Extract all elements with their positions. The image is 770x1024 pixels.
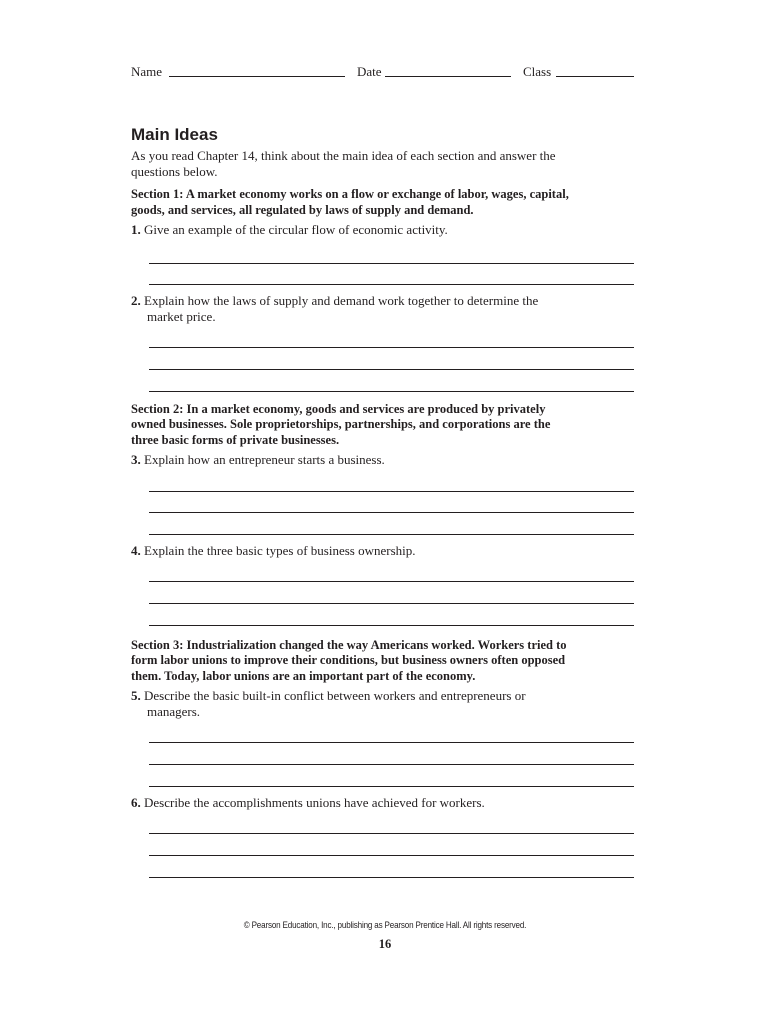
- class-label: Class: [523, 64, 552, 79]
- name-field[interactable]: [131, 64, 162, 80]
- answer-line[interactable]: [149, 765, 634, 787]
- date-label: Date: [357, 64, 382, 79]
- question-2-text: Explain how the laws of supply and demand work together to determine the market price.: [144, 293, 539, 324]
- answer-line[interactable]: [149, 238, 634, 264]
- answer-line[interactable]: [149, 834, 634, 856]
- question-3: [131, 452, 577, 468]
- answer-line[interactable]: [149, 719, 634, 743]
- answer-line[interactable]: [149, 264, 634, 286]
- page-number: 16: [378, 937, 392, 951]
- question-6-text: Describe the accomplishments unions have achieved for workers.: [144, 794, 485, 810]
- answer-line[interactable]: [149, 558, 634, 582]
- answer-line[interactable]: [149, 492, 634, 514]
- header-fields: [131, 64, 634, 82]
- answer-2-lines: [149, 324, 634, 391]
- answer-1-lines: [149, 238, 634, 286]
- section-3-heading: Section 3: Industrialization changed the way Americans worked. Workers tried to form labor unions to improve their conditions, but business owners often opposed them. Today, labor unions are an important part of the economy.: [131, 637, 567, 683]
- answer-line[interactable]: [149, 582, 634, 604]
- question-2-number: 2.: [131, 293, 141, 309]
- question-1-number: 1.: [131, 222, 141, 237]
- answer-line[interactable]: [149, 348, 634, 370]
- page-title: Main Ideas: [131, 125, 218, 144]
- date-blank-line[interactable]: [385, 76, 511, 77]
- worksheet-content: [131, 124, 634, 878]
- answer-5-lines: [149, 719, 634, 786]
- answer-line[interactable]: [149, 604, 634, 626]
- answer-line[interactable]: [149, 513, 634, 535]
- section-2-heading: Section 2: In a market economy, goods and services are produced by privately owned businesses. Sole proprietorships, partnerships, and corporations are the three basic forms of private businesses.: [131, 401, 551, 447]
- question-1-text: Give an example of the circular flow of economic activity.: [144, 222, 448, 237]
- date-field[interactable]: [357, 64, 382, 80]
- name-blank-line[interactable]: [169, 76, 345, 77]
- answer-line[interactable]: [149, 370, 634, 392]
- question-1: [131, 222, 577, 238]
- question-2: [131, 293, 577, 324]
- name-label: Name: [131, 64, 163, 79]
- question-5: [131, 688, 577, 719]
- question-4: [131, 543, 577, 559]
- question-4-text: Explain the three basic types of business ownership.: [144, 542, 416, 558]
- class-blank-line[interactable]: [556, 76, 634, 77]
- question-6-number: 6.: [131, 794, 141, 810]
- question-5-number: 5.: [131, 688, 141, 704]
- answer-line[interactable]: [149, 468, 634, 492]
- copyright-notice: © Pearson Education, Inc., publishing as Pearson Prentice Hall. All rights reserved.: [243, 920, 527, 931]
- answer-line[interactable]: [149, 743, 634, 765]
- answer-line[interactable]: [149, 810, 634, 834]
- section-1-heading: Section 1: A market economy works on a flow or exchange of labor, wages, capital, goods, and services, all regulated by laws of supply and demand.: [131, 187, 569, 217]
- question-6: [131, 795, 577, 811]
- question-5-text: Describe the basic built-in conflict between workers and entrepreneurs or managers.: [144, 688, 526, 719]
- class-field[interactable]: [523, 64, 551, 80]
- question-3-number: 3.: [131, 452, 141, 468]
- answer-line[interactable]: [149, 856, 634, 878]
- answer-line[interactable]: [149, 324, 634, 348]
- answer-3-lines: [149, 468, 634, 535]
- answer-6-lines: [149, 810, 634, 877]
- intro-text: As you read Chapter 14, think about the main idea of each section and answer the questions below.: [131, 148, 556, 179]
- question-4-number: 4.: [131, 542, 141, 558]
- question-3-text: Explain how an entrepreneur starts a business.: [144, 452, 385, 468]
- answer-4-lines: [149, 558, 634, 625]
